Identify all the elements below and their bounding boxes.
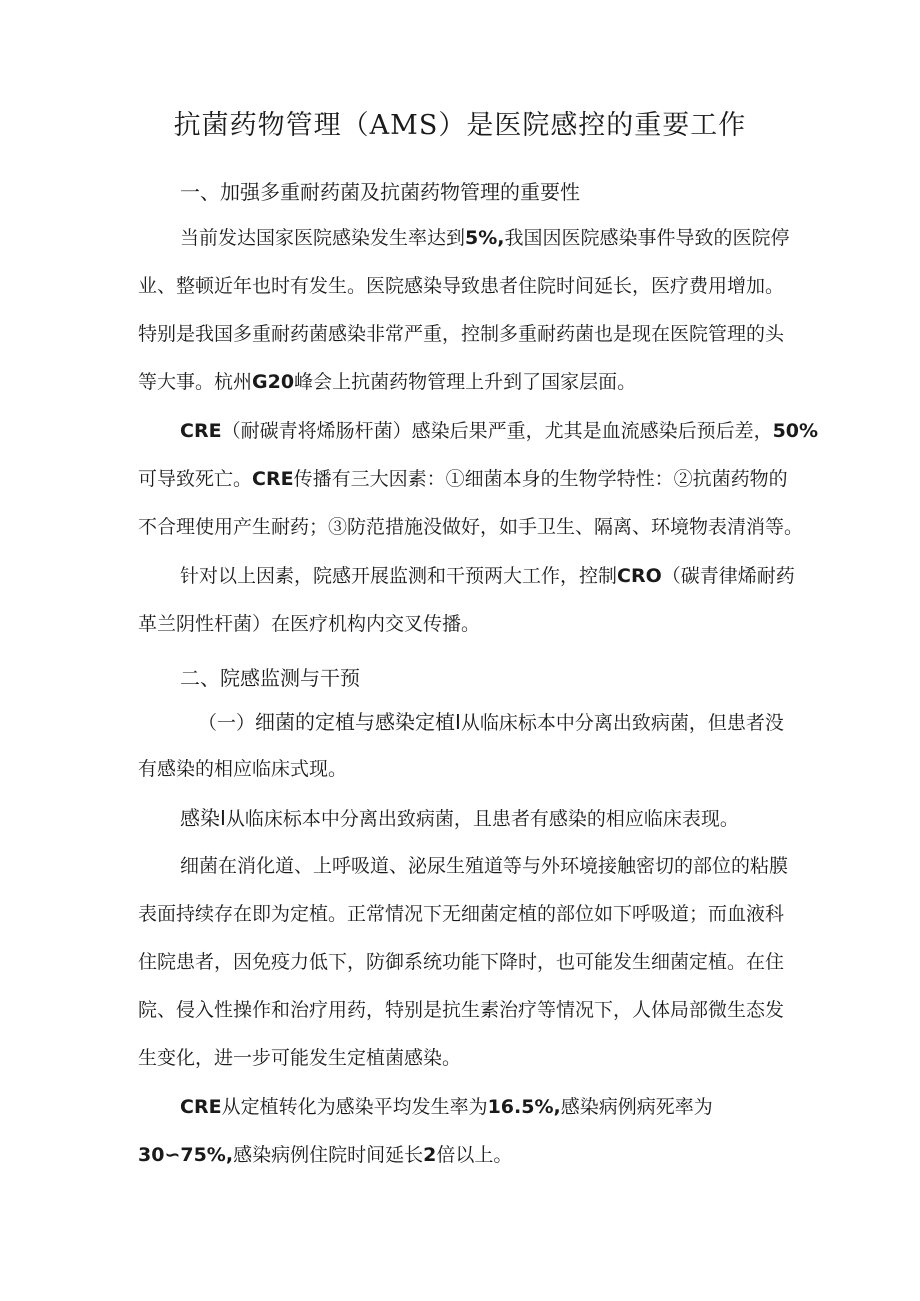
section-heading-2: 二、院感监测与干预 bbox=[180, 666, 360, 690]
paragraph-line: （一）细菌的定植与感染定植I从临床标本中分离出致病菌，但患者没 bbox=[198, 710, 784, 734]
paragraph-line: 院、侵入性操作和治疗用药，特别是抗生素治疗等情况下，人体局部微生态发 bbox=[138, 999, 785, 1021]
document-title: 抗菌药物管理（AMS）是医院感控的重要工作 bbox=[173, 110, 747, 141]
paragraph-line: 有感染的相应临床式现。 bbox=[138, 758, 348, 780]
paragraph-line: 可导致死亡。CRE传播有三大因素：①细菌本身的生物学特性：②抗菌药物的 bbox=[138, 468, 788, 490]
paragraph-line: 特别是我国多重耐药菌感染非常严重，控制多重耐药菌也是现在医院管理的头 bbox=[138, 323, 785, 345]
paragraph-line: 生变化，进一步可能发生定植菌感染。 bbox=[138, 1047, 462, 1069]
paragraph-line: CRE（耐碳青将烯肠杆菌）感染后果严重，尤其是血流感染后预后差，50% bbox=[180, 420, 819, 442]
paragraph-line: 30∽75%,感染病例住院时间延长2倍以上。 bbox=[138, 1144, 513, 1166]
paragraph-line: 等大事。杭州G20峰会上抗菌药物管理上升到了国家层面。 bbox=[138, 371, 637, 393]
paragraph-line: 感染I从临床标本中分离出致病菌，且患者有感染的相应临床表现。 bbox=[180, 806, 739, 830]
paragraph-line: CRE从定植转化为感染平均发生率为16.5%,感染病例病死率为 bbox=[180, 1096, 713, 1118]
paragraph-line: 业、整顿近年也时有发生。医院感染导致患者住院时间延长，医疗费用增加。 bbox=[138, 275, 785, 297]
paragraph-line: 革兰阴性杆菌）在医疗机构内交叉传播。 bbox=[138, 613, 481, 635]
section-heading-1: 一、加强多重耐药菌及抗菌药物管理的重要性 bbox=[180, 180, 580, 204]
paragraph-line: 不合理使用产生耐药；③防范措施没做好，如手卫生、隔离、环境物表清消等。 bbox=[138, 516, 804, 538]
paragraph-line: 针对以上因素，院感开展监测和干预两大工作，控制CRO（碳青律烯耐药 bbox=[180, 565, 795, 587]
paragraph-line: 当前发达国家医院感染发生率达到5%,我国因医院感染事件导致的医院停 bbox=[180, 227, 790, 249]
paragraph-line: 细菌在消化道、上呼吸道、泌尿生殖道等与外环境接触密切的部位的粘膜 bbox=[180, 855, 789, 877]
paragraph-line: 住院患者，因免疫力低下，防御系统功能下降时，也可能发生细菌定植。在住 bbox=[138, 951, 785, 973]
paragraph-line: 表面持续存在即为定植。正常情况下无细菌定植的部位如下呼吸道；而血液科 bbox=[138, 903, 785, 925]
